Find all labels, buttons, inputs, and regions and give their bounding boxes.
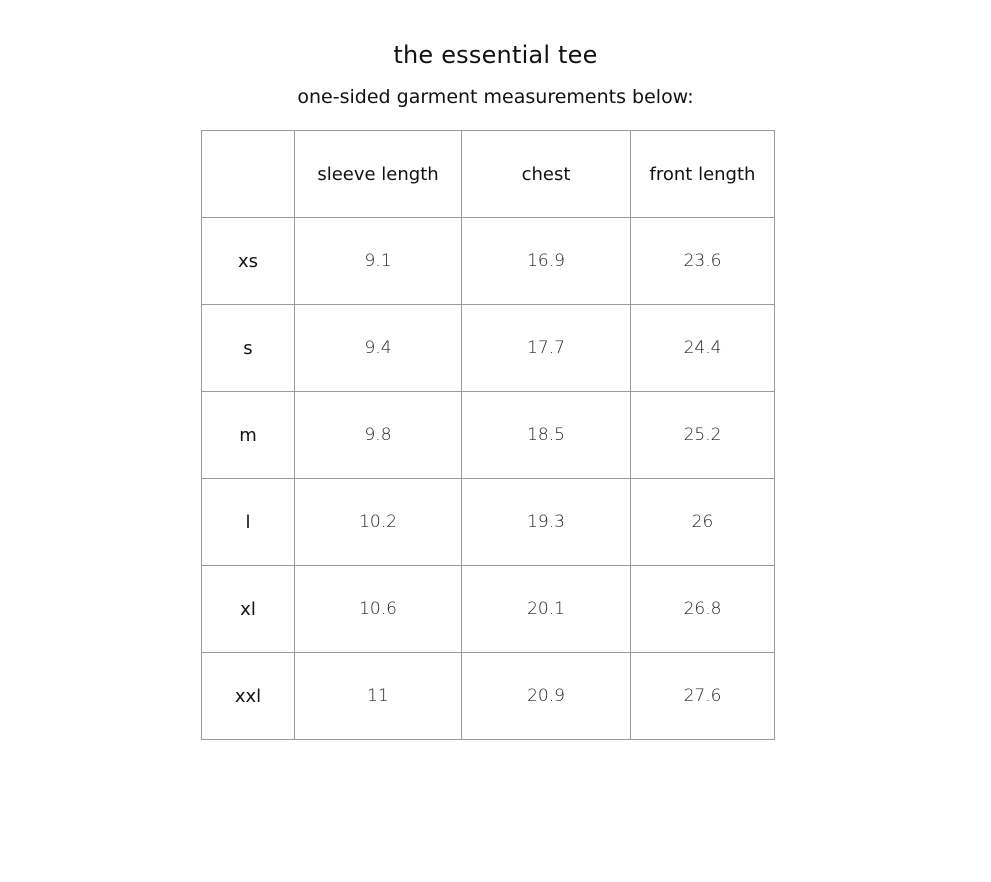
column-header-front-length: front length xyxy=(631,131,775,218)
page-subtitle: one-sided garment measurements below: xyxy=(297,86,694,108)
sleeve-length-cell: 9.1 xyxy=(295,218,462,305)
front-length-cell: 27.6 xyxy=(631,653,775,740)
front-length-cell: 25.2 xyxy=(631,392,775,479)
size-label: xl xyxy=(202,566,295,653)
chest-cell: 18.5 xyxy=(462,392,631,479)
table-row xyxy=(202,479,775,566)
column-header-chest: chest xyxy=(462,131,631,218)
sleeve-length-cell: 11 xyxy=(295,653,462,740)
chest-cell: 20.9 xyxy=(462,653,631,740)
size-label: m xyxy=(202,392,295,479)
column-header-size xyxy=(202,131,295,218)
table-row xyxy=(202,392,775,479)
chest-cell: 19.3 xyxy=(462,479,631,566)
sleeve-length-cell: 9.4 xyxy=(295,305,462,392)
size-chart-table xyxy=(201,130,775,740)
sleeve-length-cell: 9.8 xyxy=(295,392,462,479)
size-label: xxl xyxy=(202,653,295,740)
front-length-cell: 24.4 xyxy=(631,305,775,392)
size-label: l xyxy=(202,479,295,566)
table-header-row xyxy=(202,131,775,218)
table-row xyxy=(202,653,775,740)
table-row xyxy=(202,566,775,653)
column-header-sleeve-length: sleeve length xyxy=(295,131,462,218)
table-row xyxy=(202,218,775,305)
size-label: xs xyxy=(202,218,295,305)
page-title: the essential tee xyxy=(393,41,598,69)
sleeve-length-cell: 10.2 xyxy=(295,479,462,566)
sleeve-length-cell: 10.6 xyxy=(295,566,462,653)
chest-cell: 16.9 xyxy=(462,218,631,305)
chest-cell: 20.1 xyxy=(462,566,631,653)
front-length-cell: 26.8 xyxy=(631,566,775,653)
chest-cell: 17.7 xyxy=(462,305,631,392)
front-length-cell: 26 xyxy=(631,479,775,566)
size-label: s xyxy=(202,305,295,392)
table-row xyxy=(202,305,775,392)
front-length-cell: 23.6 xyxy=(631,218,775,305)
